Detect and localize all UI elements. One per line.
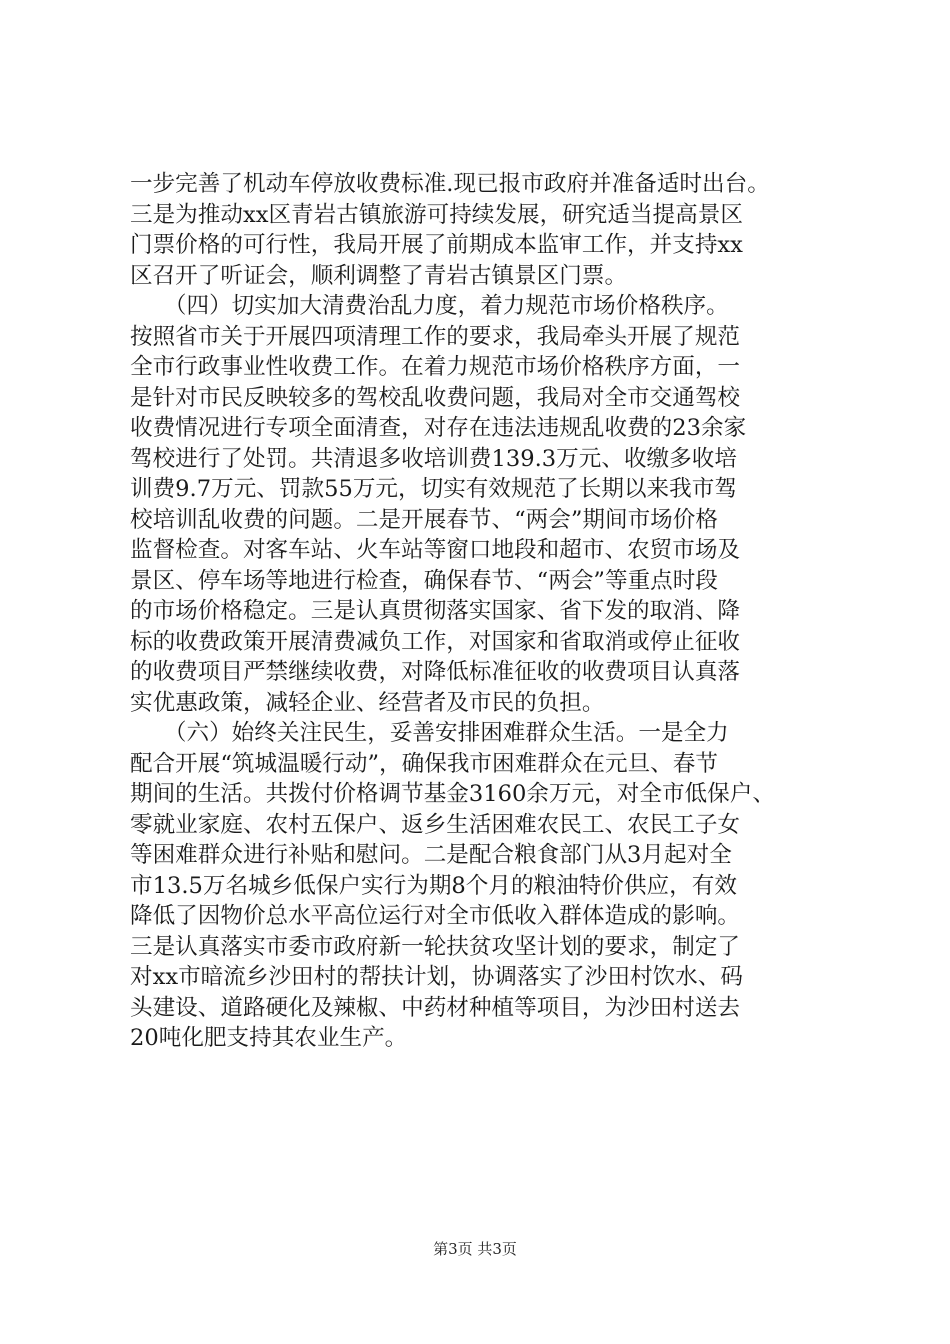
text-line: 训费9.7万元、罚款55万元，切实有效规范了长期以来我市驾	[130, 476, 737, 502]
text-line: 校培训乱收费的问题。二是开展春节、“两会”期间市场价格	[130, 506, 718, 533]
section-heading-line: （四）切实加大清费治乱力度，着力规范市场价格秩序。	[130, 293, 729, 319]
text-line: 全市行政事业性收费工作。在着力规范市场价格秩序方面，一	[130, 354, 741, 380]
text-line: 等困难群众进行补贴和慰问。二是配合粮食部门从3月起对全	[130, 842, 732, 868]
text-line: 收费情况进行专项全面清查，对存在违法违规乱收费的23余家	[130, 415, 747, 441]
text-line: 三是认真落实市委市政府新一轮扶贫攻坚计划的要求，制定了	[130, 933, 741, 960]
text-line: 监督检查。对客车站、火车站等窗口地段和超市、农贸市场及	[130, 537, 741, 563]
text-line: 三是为推动xx区青岩古镇旅游可持续发展，研究适当提高景区	[130, 201, 743, 228]
text-line: 零就业家庭、农村五保户、返乡生活困难农民工、农民工子女	[130, 811, 741, 838]
text-line: 期间的生活。共拨付价格调节基金3160余万元，对全市低保户、	[130, 781, 775, 807]
document-body	[130, 169, 830, 1054]
text-line: 20吨化肥支持其农业生产。	[130, 1025, 408, 1051]
text-line: 区召开了听证会，顺利调整了青岩古镇景区门票。	[130, 262, 628, 289]
text-line: 驾校进行了处罚。共清退多收培训费139.3万元、收缴多收培	[130, 445, 737, 472]
text-line: 降低了因物价总水平高位运行对全市低收入群体造成的影响。	[130, 903, 741, 929]
text-line: 头建设、道路硬化及辣椒、中药材种植等项目，为沙田村送去	[130, 994, 741, 1021]
text-line: 按照省市关于开展四项清理工作的要求，我局牵头开展了规范	[130, 323, 741, 350]
text-line: 标的收费政策开展清费减负工作，对国家和省取消或停止征收	[130, 628, 741, 655]
text-line: 对xx市暗流乡沙田村的帮扶计划，协调落实了沙田村饮水、码	[130, 964, 743, 990]
page-number-footer: 第3页 共3页	[433, 1240, 517, 1258]
section-heading-line: （六）始终关注民生，妥善安排困难群众生活。一是全力	[130, 720, 729, 746]
text-line: 配合开展“筑城温暖行动”，确保我市困难群众在元旦、春节	[130, 750, 718, 777]
text-line: 门票价格的可行性，我局开展了前期成本监审工作，并支持xx	[130, 232, 743, 258]
text-line: 实优惠政策，减轻企业、经营者及市民的负担。	[130, 689, 605, 716]
text-line: 景区、停车场等地进行检查，确保春节、“两会”等重点时段	[130, 567, 718, 594]
text-line: 市13.5万名城乡低保户实行为期8个月的粮油特价供应，有效	[130, 872, 737, 899]
text-line: 是针对市民反映较多的驾校乱收费问题，我局对全市交通驾校	[130, 384, 741, 411]
text-line: 一步完善了机动车停放收费标准.现已报市政府并准备适时出台。	[130, 171, 770, 197]
text-line: 的收费项目严禁继续收费，对降低标准征收的收费项目认真落	[130, 659, 741, 685]
text-line: 的市场价格稳定。三是认真贯彻落实国家、省下发的取消、降	[130, 598, 741, 624]
